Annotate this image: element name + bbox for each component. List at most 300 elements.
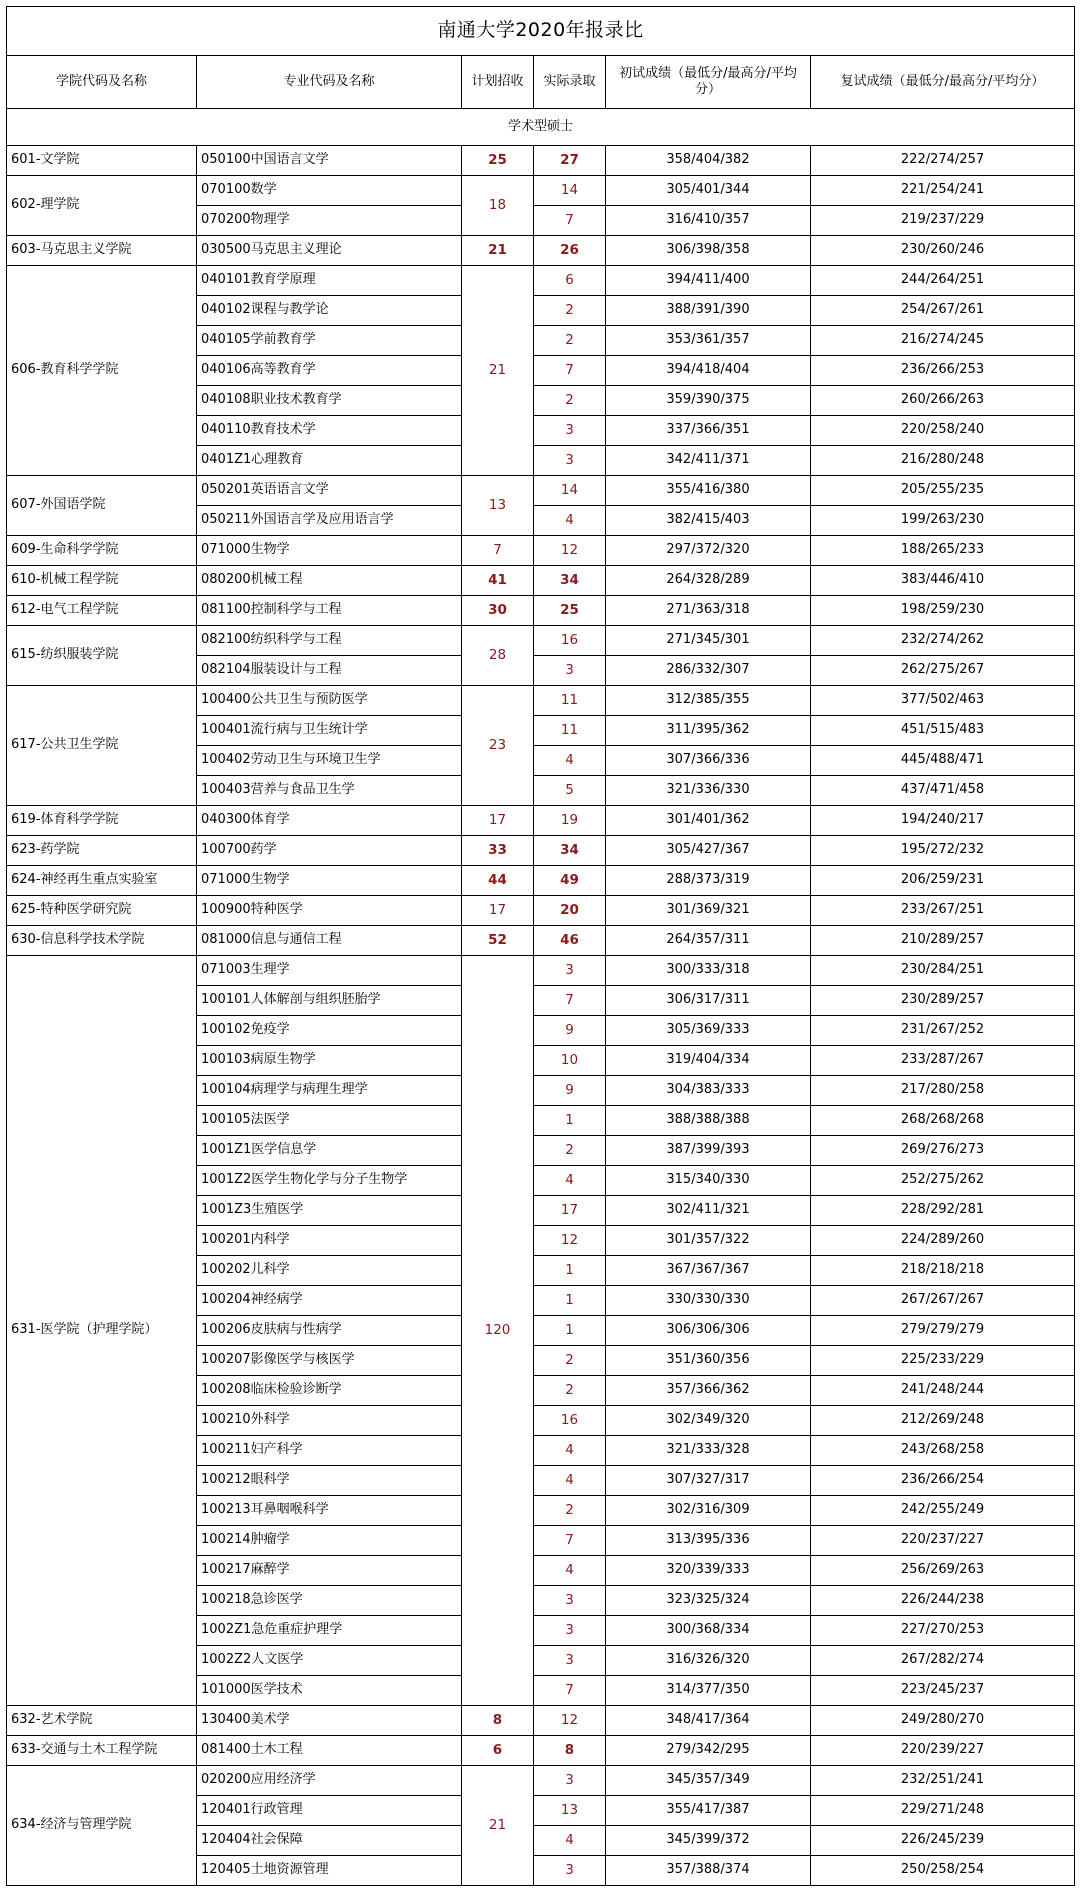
actual-admitted-cell: 3	[534, 416, 606, 446]
first-exam-score-cell: 345/357/349	[606, 1766, 811, 1796]
table-row	[7, 1706, 1075, 1736]
first-exam-score-cell: 306/306/306	[606, 1316, 811, 1346]
actual-admitted-cell: 11	[534, 686, 606, 716]
actual-admitted-cell: 17	[534, 1196, 606, 1226]
first-exam-score-cell: 314/377/350	[606, 1676, 811, 1706]
section-label: 学术型硕士	[7, 109, 1075, 146]
first-exam-score-cell: 388/388/388	[606, 1106, 811, 1136]
actual-admitted-cell: 2	[534, 1136, 606, 1166]
actual-admitted-cell: 1	[534, 1286, 606, 1316]
major-cell: 1001Z2医学生物化学与分子生物学	[197, 1166, 462, 1196]
second-exam-score-cell: 267/282/274	[811, 1646, 1075, 1676]
major-cell: 100104病理学与病理生理学	[197, 1076, 462, 1106]
second-exam-score-cell: 222/274/257	[811, 146, 1075, 176]
first-exam-score-cell: 357/388/374	[606, 1856, 811, 1886]
major-cell: 100206皮肤病与性病学	[197, 1316, 462, 1346]
actual-admitted-cell: 27	[534, 146, 606, 176]
first-exam-score-cell: 311/395/362	[606, 716, 811, 746]
college-cell: 624-神经再生重点实验室	[7, 866, 197, 896]
second-exam-score-cell: 260/266/263	[811, 386, 1075, 416]
first-exam-score-cell: 355/416/380	[606, 476, 811, 506]
college-cell: 625-特种医学研究院	[7, 896, 197, 926]
second-exam-score-cell: 195/272/232	[811, 836, 1075, 866]
table-row	[7, 476, 1075, 506]
actual-admitted-cell: 6	[534, 266, 606, 296]
first-exam-score-cell: 300/333/318	[606, 956, 811, 986]
column-header-second-score: 复试成绩（最低分/最高分/平均分）	[811, 56, 1075, 109]
first-exam-score-cell: 387/399/393	[606, 1136, 811, 1166]
major-cell: 130400美术学	[197, 1706, 462, 1736]
major-cell: 100900特种医学	[197, 896, 462, 926]
second-exam-score-cell: 230/284/251	[811, 956, 1075, 986]
table-row	[7, 1766, 1075, 1796]
actual-admitted-cell: 4	[534, 1436, 606, 1466]
college-cell: 606-教育科学学院	[7, 266, 197, 476]
actual-admitted-cell: 4	[534, 746, 606, 776]
first-exam-score-cell: 306/398/358	[606, 236, 811, 266]
first-exam-score-cell: 301/357/322	[606, 1226, 811, 1256]
college-cell: 630-信息科学技术学院	[7, 926, 197, 956]
plan-quota-cell: 120	[462, 956, 534, 1706]
actual-admitted-cell: 1	[534, 1256, 606, 1286]
major-cell: 100103病原生物学	[197, 1046, 462, 1076]
table-row	[7, 956, 1075, 986]
actual-admitted-cell: 25	[534, 596, 606, 626]
first-exam-score-cell: 315/340/330	[606, 1166, 811, 1196]
first-exam-score-cell: 302/316/309	[606, 1496, 811, 1526]
actual-admitted-cell: 3	[534, 446, 606, 476]
second-exam-score-cell: 262/275/267	[811, 656, 1075, 686]
actual-admitted-cell: 46	[534, 926, 606, 956]
second-exam-score-cell: 188/265/233	[811, 536, 1075, 566]
college-cell: 612-电气工程学院	[7, 596, 197, 626]
table-row	[7, 566, 1075, 596]
major-cell: 120405土地资源管理	[197, 1856, 462, 1886]
actual-admitted-cell: 16	[534, 626, 606, 656]
major-cell: 120404社会保障	[197, 1826, 462, 1856]
plan-quota-cell: 44	[462, 866, 534, 896]
plan-quota-cell: 30	[462, 596, 534, 626]
actual-admitted-cell: 2	[534, 1346, 606, 1376]
first-exam-score-cell: 367/367/367	[606, 1256, 811, 1286]
header-row	[7, 56, 1075, 109]
first-exam-score-cell: 305/427/367	[606, 836, 811, 866]
major-cell: 100400公共卫生与预防医学	[197, 686, 462, 716]
first-exam-score-cell: 305/369/333	[606, 1016, 811, 1046]
first-exam-score-cell: 382/415/403	[606, 506, 811, 536]
actual-admitted-cell: 11	[534, 716, 606, 746]
first-exam-score-cell: 301/369/321	[606, 896, 811, 926]
actual-admitted-cell: 2	[534, 326, 606, 356]
actual-admitted-cell: 7	[534, 356, 606, 386]
second-exam-score-cell: 206/259/231	[811, 866, 1075, 896]
column-header-actual: 实际录取	[534, 56, 606, 109]
first-exam-score-cell: 394/418/404	[606, 356, 811, 386]
first-exam-score-cell: 321/333/328	[606, 1436, 811, 1466]
second-exam-score-cell: 228/292/281	[811, 1196, 1075, 1226]
actual-admitted-cell: 9	[534, 1016, 606, 1046]
major-cell: 100202儿科学	[197, 1256, 462, 1286]
first-exam-score-cell: 316/410/357	[606, 206, 811, 236]
major-cell: 082104服装设计与工程	[197, 656, 462, 686]
plan-quota-cell: 21	[462, 236, 534, 266]
major-cell: 050100中国语言文学	[197, 146, 462, 176]
actual-admitted-cell: 34	[534, 836, 606, 866]
actual-admitted-cell: 3	[534, 656, 606, 686]
major-cell: 070200物理学	[197, 206, 462, 236]
first-exam-score-cell: 306/317/311	[606, 986, 811, 1016]
actual-admitted-cell: 4	[534, 1466, 606, 1496]
college-cell: 607-外国语学院	[7, 476, 197, 536]
major-cell: 1001Z3生殖医学	[197, 1196, 462, 1226]
college-cell: 603-马克思主义学院	[7, 236, 197, 266]
major-cell: 081100控制科学与工程	[197, 596, 462, 626]
first-exam-score-cell: 342/411/371	[606, 446, 811, 476]
second-exam-score-cell: 220/239/227	[811, 1736, 1075, 1766]
major-cell: 100211妇产科学	[197, 1436, 462, 1466]
plan-quota-cell: 17	[462, 896, 534, 926]
column-header-major: 专业代码及名称	[197, 56, 462, 109]
plan-quota-cell: 25	[462, 146, 534, 176]
actual-admitted-cell: 4	[534, 506, 606, 536]
second-exam-score-cell: 232/274/262	[811, 626, 1075, 656]
actual-admitted-cell: 2	[534, 296, 606, 326]
second-exam-score-cell: 279/279/279	[811, 1316, 1075, 1346]
college-cell: 632-艺术学院	[7, 1706, 197, 1736]
first-exam-score-cell: 351/360/356	[606, 1346, 811, 1376]
title-row	[7, 7, 1075, 56]
plan-quota-cell: 41	[462, 566, 534, 596]
actual-admitted-cell: 12	[534, 536, 606, 566]
major-cell: 1002Z2人文医学	[197, 1646, 462, 1676]
first-exam-score-cell: 286/332/307	[606, 656, 811, 686]
college-cell: 633-交通与土木工程学院	[7, 1736, 197, 1766]
actual-admitted-cell: 3	[534, 1646, 606, 1676]
second-exam-score-cell: 242/255/249	[811, 1496, 1075, 1526]
major-cell: 1002Z1急危重症护理学	[197, 1616, 462, 1646]
second-exam-score-cell: 383/446/410	[811, 566, 1075, 596]
second-exam-score-cell: 218/218/218	[811, 1256, 1075, 1286]
first-exam-score-cell: 337/366/351	[606, 416, 811, 446]
first-exam-score-cell: 345/399/372	[606, 1826, 811, 1856]
second-exam-score-cell: 212/269/248	[811, 1406, 1075, 1436]
major-cell: 040101教育学原理	[197, 266, 462, 296]
second-exam-score-cell: 219/237/229	[811, 206, 1075, 236]
second-exam-score-cell: 269/276/273	[811, 1136, 1075, 1166]
first-exam-score-cell: 353/361/357	[606, 326, 811, 356]
college-cell: 601-文学院	[7, 146, 197, 176]
second-exam-score-cell: 451/515/483	[811, 716, 1075, 746]
second-exam-score-cell: 229/271/248	[811, 1796, 1075, 1826]
plan-quota-cell: 8	[462, 1706, 534, 1736]
first-exam-score-cell: 307/327/317	[606, 1466, 811, 1496]
table-row	[7, 836, 1075, 866]
major-cell: 050211外国语言学及应用语言学	[197, 506, 462, 536]
actual-admitted-cell: 7	[534, 206, 606, 236]
second-exam-score-cell: 233/287/267	[811, 1046, 1075, 1076]
actual-admitted-cell: 3	[534, 1856, 606, 1886]
plan-quota-cell: 52	[462, 926, 534, 956]
major-cell: 040106高等教育学	[197, 356, 462, 386]
first-exam-score-cell: 271/345/301	[606, 626, 811, 656]
first-exam-score-cell: 305/401/344	[606, 176, 811, 206]
second-exam-score-cell: 236/266/254	[811, 1466, 1075, 1496]
second-exam-score-cell: 437/471/458	[811, 776, 1075, 806]
major-cell: 100204神经病学	[197, 1286, 462, 1316]
major-cell: 1001Z1医学信息学	[197, 1136, 462, 1166]
major-cell: 100402劳动卫生与环境卫生学	[197, 746, 462, 776]
major-cell: 082100纺织科学与工程	[197, 626, 462, 656]
actual-admitted-cell: 3	[534, 1586, 606, 1616]
first-exam-score-cell: 288/373/319	[606, 866, 811, 896]
first-exam-score-cell: 312/385/355	[606, 686, 811, 716]
actual-admitted-cell: 3	[534, 1766, 606, 1796]
actual-admitted-cell: 2	[534, 386, 606, 416]
major-cell: 071000生物学	[197, 536, 462, 566]
major-cell: 040110教育技术学	[197, 416, 462, 446]
actual-admitted-cell: 9	[534, 1076, 606, 1106]
major-cell: 100105法医学	[197, 1106, 462, 1136]
second-exam-score-cell: 256/269/263	[811, 1556, 1075, 1586]
first-exam-score-cell: 394/411/400	[606, 266, 811, 296]
plan-quota-cell: 21	[462, 1766, 534, 1886]
second-exam-score-cell: 223/245/237	[811, 1676, 1075, 1706]
college-cell: 602-理学院	[7, 176, 197, 236]
actual-admitted-cell: 7	[534, 986, 606, 1016]
first-exam-score-cell: 355/417/387	[606, 1796, 811, 1826]
plan-quota-cell: 18	[462, 176, 534, 236]
first-exam-score-cell: 388/391/390	[606, 296, 811, 326]
actual-admitted-cell: 12	[534, 1226, 606, 1256]
second-exam-score-cell: 220/258/240	[811, 416, 1075, 446]
second-exam-score-cell: 230/260/246	[811, 236, 1075, 266]
major-cell: 120401行政管理	[197, 1796, 462, 1826]
actual-admitted-cell: 1	[534, 1316, 606, 1346]
table-row	[7, 866, 1075, 896]
table-row	[7, 896, 1075, 926]
actual-admitted-cell: 14	[534, 176, 606, 206]
first-exam-score-cell: 301/401/362	[606, 806, 811, 836]
plan-quota-cell: 28	[462, 626, 534, 686]
major-cell: 100201内科学	[197, 1226, 462, 1256]
first-exam-score-cell: 304/383/333	[606, 1076, 811, 1106]
major-cell: 040108职业技术教育学	[197, 386, 462, 416]
actual-admitted-cell: 8	[534, 1736, 606, 1766]
actual-admitted-cell: 4	[534, 1166, 606, 1196]
second-exam-score-cell: 377/502/463	[811, 686, 1075, 716]
first-exam-score-cell: 348/417/364	[606, 1706, 811, 1736]
college-cell: 634-经济与管理学院	[7, 1766, 197, 1886]
actual-admitted-cell: 4	[534, 1556, 606, 1586]
major-cell: 020200应用经济学	[197, 1766, 462, 1796]
actual-admitted-cell: 1	[534, 1106, 606, 1136]
major-cell: 100207影像医学与核医学	[197, 1346, 462, 1376]
first-exam-score-cell: 321/336/330	[606, 776, 811, 806]
first-exam-score-cell: 302/349/320	[606, 1406, 811, 1436]
plan-quota-cell: 23	[462, 686, 534, 806]
plan-quota-cell: 21	[462, 266, 534, 476]
actual-admitted-cell: 3	[534, 956, 606, 986]
plan-quota-cell: 6	[462, 1736, 534, 1766]
actual-admitted-cell: 26	[534, 236, 606, 266]
second-exam-score-cell: 226/245/239	[811, 1826, 1075, 1856]
first-exam-score-cell: 319/404/334	[606, 1046, 811, 1076]
second-exam-score-cell: 216/280/248	[811, 446, 1075, 476]
first-exam-score-cell: 300/368/334	[606, 1616, 811, 1646]
table-row	[7, 146, 1075, 176]
first-exam-score-cell: 302/411/321	[606, 1196, 811, 1226]
major-cell: 100210外科学	[197, 1406, 462, 1436]
major-cell: 030500马克思主义理论	[197, 236, 462, 266]
second-exam-score-cell: 216/274/245	[811, 326, 1075, 356]
major-cell: 081400土木工程	[197, 1736, 462, 1766]
first-exam-score-cell: 359/390/375	[606, 386, 811, 416]
actual-admitted-cell: 2	[534, 1496, 606, 1526]
major-cell: 081000信息与通信工程	[197, 926, 462, 956]
table-row	[7, 176, 1075, 206]
table-row	[7, 596, 1075, 626]
major-cell: 100401流行病与卫生统计学	[197, 716, 462, 746]
actual-admitted-cell: 16	[534, 1406, 606, 1436]
second-exam-score-cell: 233/267/251	[811, 896, 1075, 926]
table-row	[7, 926, 1075, 956]
table-row	[7, 626, 1075, 656]
first-exam-score-cell: 320/339/333	[606, 1556, 811, 1586]
actual-admitted-cell: 2	[534, 1376, 606, 1406]
second-exam-score-cell: 243/268/258	[811, 1436, 1075, 1466]
column-header-plan: 计划招收	[462, 56, 534, 109]
second-exam-score-cell: 244/264/251	[811, 266, 1075, 296]
table-row	[7, 536, 1075, 566]
actual-admitted-cell: 5	[534, 776, 606, 806]
second-exam-score-cell: 205/255/235	[811, 476, 1075, 506]
first-exam-score-cell: 264/357/311	[606, 926, 811, 956]
second-exam-score-cell: 230/289/257	[811, 986, 1075, 1016]
college-cell: 631-医学院（护理学院）	[7, 956, 197, 1706]
major-cell: 040300体育学	[197, 806, 462, 836]
major-cell: 050201英语语言文学	[197, 476, 462, 506]
second-exam-score-cell: 250/258/254	[811, 1856, 1075, 1886]
major-cell: 080200机械工程	[197, 566, 462, 596]
actual-admitted-cell: 20	[534, 896, 606, 926]
actual-admitted-cell: 10	[534, 1046, 606, 1076]
plan-quota-cell: 33	[462, 836, 534, 866]
actual-admitted-cell: 49	[534, 866, 606, 896]
section-row	[7, 109, 1075, 146]
major-cell: 100101人体解剖与组织胚胎学	[197, 986, 462, 1016]
college-cell: 619-体育科学学院	[7, 806, 197, 836]
actual-admitted-cell: 19	[534, 806, 606, 836]
column-header-first-score: 初试成绩（最低分/最高分/平均分）	[606, 56, 811, 109]
first-exam-score-cell: 271/363/318	[606, 596, 811, 626]
first-exam-score-cell: 264/328/289	[606, 566, 811, 596]
first-exam-score-cell: 313/395/336	[606, 1526, 811, 1556]
second-exam-score-cell: 225/233/229	[811, 1346, 1075, 1376]
first-exam-score-cell: 279/342/295	[606, 1736, 811, 1766]
column-header-college: 学院代码及名称	[7, 56, 197, 109]
actual-admitted-cell: 7	[534, 1526, 606, 1556]
first-exam-score-cell: 297/372/320	[606, 536, 811, 566]
major-cell: 101000医学技术	[197, 1676, 462, 1706]
second-exam-score-cell: 226/244/238	[811, 1586, 1075, 1616]
major-cell: 100217麻醉学	[197, 1556, 462, 1586]
table-row	[7, 266, 1075, 296]
actual-admitted-cell: 7	[534, 1676, 606, 1706]
major-cell: 0401Z1心理教育	[197, 446, 462, 476]
second-exam-score-cell: 198/259/230	[811, 596, 1075, 626]
first-exam-score-cell: 307/366/336	[606, 746, 811, 776]
college-cell: 617-公共卫生学院	[7, 686, 197, 806]
table-row	[7, 236, 1075, 266]
second-exam-score-cell: 199/263/230	[811, 506, 1075, 536]
major-cell: 100403营养与食品卫生学	[197, 776, 462, 806]
actual-admitted-cell: 4	[534, 1826, 606, 1856]
major-cell: 100700药学	[197, 836, 462, 866]
actual-admitted-cell: 3	[534, 1616, 606, 1646]
college-cell: 615-纺织服装学院	[7, 626, 197, 686]
admission-ratio-table	[6, 6, 1075, 1886]
plan-quota-cell: 7	[462, 536, 534, 566]
major-cell: 040105学前教育学	[197, 326, 462, 356]
major-cell: 100212眼科学	[197, 1466, 462, 1496]
college-cell: 610-机械工程学院	[7, 566, 197, 596]
second-exam-score-cell: 232/251/241	[811, 1766, 1075, 1796]
plan-quota-cell: 13	[462, 476, 534, 536]
first-exam-score-cell: 316/326/320	[606, 1646, 811, 1676]
major-cell: 100218急诊医学	[197, 1586, 462, 1616]
second-exam-score-cell: 445/488/471	[811, 746, 1075, 776]
second-exam-score-cell: 227/270/253	[811, 1616, 1075, 1646]
page-title: 南通大学2020年报录比	[7, 7, 1075, 56]
major-cell: 100102免疫学	[197, 1016, 462, 1046]
major-cell: 100213耳鼻咽喉科学	[197, 1496, 462, 1526]
second-exam-score-cell: 194/240/217	[811, 806, 1075, 836]
major-cell: 071003生理学	[197, 956, 462, 986]
major-cell: 100214肿瘤学	[197, 1526, 462, 1556]
major-cell: 100208临床检验诊断学	[197, 1376, 462, 1406]
plan-quota-cell: 17	[462, 806, 534, 836]
second-exam-score-cell: 268/268/268	[811, 1106, 1075, 1136]
first-exam-score-cell: 357/366/362	[606, 1376, 811, 1406]
second-exam-score-cell: 221/254/241	[811, 176, 1075, 206]
major-cell: 040102课程与教学论	[197, 296, 462, 326]
second-exam-score-cell: 224/289/260	[811, 1226, 1075, 1256]
table-row	[7, 806, 1075, 836]
second-exam-score-cell: 249/280/270	[811, 1706, 1075, 1736]
first-exam-score-cell: 330/330/330	[606, 1286, 811, 1316]
first-exam-score-cell: 323/325/324	[606, 1586, 811, 1616]
table-row	[7, 1736, 1075, 1766]
second-exam-score-cell: 217/280/258	[811, 1076, 1075, 1106]
college-cell: 609-生命科学学院	[7, 536, 197, 566]
first-exam-score-cell: 358/404/382	[606, 146, 811, 176]
second-exam-score-cell: 252/275/262	[811, 1166, 1075, 1196]
table-row	[7, 686, 1075, 716]
second-exam-score-cell: 267/267/267	[811, 1286, 1075, 1316]
major-cell: 071000生物学	[197, 866, 462, 896]
actual-admitted-cell: 13	[534, 1796, 606, 1826]
second-exam-score-cell: 241/248/244	[811, 1376, 1075, 1406]
second-exam-score-cell: 220/237/227	[811, 1526, 1075, 1556]
college-cell: 623-药学院	[7, 836, 197, 866]
second-exam-score-cell: 231/267/252	[811, 1016, 1075, 1046]
actual-admitted-cell: 12	[534, 1706, 606, 1736]
second-exam-score-cell: 254/267/261	[811, 296, 1075, 326]
second-exam-score-cell: 210/289/257	[811, 926, 1075, 956]
major-cell: 070100数学	[197, 176, 462, 206]
actual-admitted-cell: 14	[534, 476, 606, 506]
actual-admitted-cell: 34	[534, 566, 606, 596]
